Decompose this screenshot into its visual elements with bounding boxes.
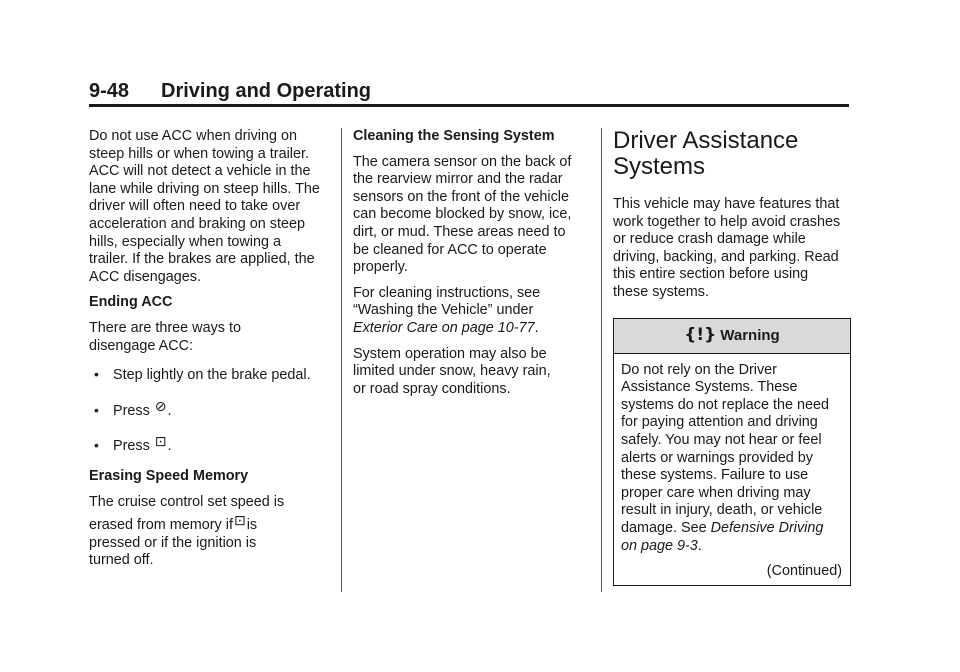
driver-assistance-intro: [613, 196, 853, 302]
text-line: “Washing the Vehicle” under: [353, 302, 534, 319]
text-line: [621, 520, 843, 538]
ending-intro: [89, 320, 329, 355]
bullet-icon: •: [94, 401, 99, 418]
text-line: System operation may also be: [353, 345, 547, 362]
cleaning-paragraph: [353, 154, 591, 277]
text-line: alerts or warnings provided by: [621, 449, 813, 466]
warning-label: Warning: [720, 326, 780, 344]
text-line: limited under snow, heavy rain,: [353, 363, 551, 380]
text-line: acceleration and braking on steep: [89, 215, 306, 232]
warning-icon: {!}: [684, 324, 717, 345]
driver-assistance-title: [613, 128, 853, 180]
text-line: ACC will not detect a vehicle in the: [89, 163, 311, 180]
text-line: [621, 538, 843, 556]
exterior-care-link[interactable]: Exterior Care on page 10-77: [353, 319, 535, 336]
text-line: pressed or if the ignition is: [89, 534, 257, 551]
text-line: or reduce crash damage while: [613, 231, 806, 248]
defensive-driving-link-page[interactable]: on page 9-3: [621, 537, 698, 554]
text-fragment: damage. See: [621, 519, 707, 536]
text-line: There are three ways to: [89, 319, 241, 336]
text-line: turned off.: [89, 552, 154, 569]
text-line: these systems. Failure to use: [621, 467, 809, 484]
warning-box: [613, 318, 851, 586]
list-item-text: Press: [113, 402, 150, 419]
text-line: hills, especially when towing a: [89, 233, 281, 250]
column-left: [89, 128, 329, 578]
text-line: driving, backing, and parking. Read: [613, 248, 839, 265]
warning-body: [614, 354, 850, 585]
text-fragment: erased from memory if: [89, 517, 233, 534]
title-line: Driver Assistance: [613, 127, 799, 154]
list-item: [89, 367, 329, 385]
column-divider: [601, 128, 602, 592]
text-line: for paying attention and driving: [621, 414, 818, 431]
list-item-text: Step lightly on the brake pedal.: [113, 367, 311, 384]
text-line: This vehicle may have features that: [613, 196, 840, 212]
erasing-paragraph: [89, 494, 329, 570]
text-line: or road spray conditions.: [353, 380, 511, 397]
text-line: Assistance Systems. These: [621, 379, 798, 396]
text-line: properly.: [353, 259, 408, 276]
text-line: [353, 320, 591, 338]
cruise-off-icon: ⊘: [154, 398, 167, 415]
title-line: Systems: [613, 153, 706, 180]
text-fragment: .: [697, 537, 702, 554]
text-line: this entire section before using: [613, 266, 809, 283]
defensive-driving-link[interactable]: Defensive Driving: [710, 519, 824, 536]
bullet-icon: •: [94, 437, 99, 454]
text-line: steep hills or when towing a trailer.: [89, 145, 309, 162]
text-line: lane while driving on steep hills. The: [89, 180, 320, 197]
page-number: 9-48: [89, 80, 130, 102]
text-line: be cleaned for ACC to operate: [353, 241, 547, 258]
acc-hills-paragraph: [89, 128, 329, 286]
bullet-icon: •: [94, 366, 99, 383]
text-line: can become blocked by snow, ice,: [353, 206, 572, 223]
text-line: disengage ACC:: [89, 337, 194, 354]
list-item: [89, 434, 329, 456]
section-title: Driving and Operating: [161, 80, 372, 102]
text-line: systems do not replace the need: [621, 396, 829, 413]
list-item: [89, 398, 329, 421]
column-divider: [341, 128, 342, 592]
continued-label: (Continued): [766, 563, 842, 580]
cleaning-instructions-paragraph: [353, 285, 591, 338]
text-fragment: .: [534, 319, 539, 336]
text-line: The camera sensor on the back of: [353, 153, 572, 170]
list-item-text: .: [167, 438, 172, 455]
list-item-text: .: [167, 402, 172, 419]
cruise-cancel-icon: ⊡: [154, 434, 167, 451]
text-line: Do not use ACC when driving on: [89, 128, 297, 144]
text-line: driver will often need to take over: [89, 198, 301, 215]
text-line: the rearview mirror and the radar: [353, 171, 563, 188]
text-line: these systems.: [613, 283, 709, 300]
text-line: sensors on the front of the vehicle: [353, 188, 569, 205]
warning-header: [614, 319, 850, 354]
text-fragment: is: [246, 517, 258, 534]
text-line: ACC disengages.: [89, 268, 201, 285]
text-line: result in injury, death, or vehicle: [621, 502, 823, 519]
ending-acc-heading: Ending ACC: [89, 294, 173, 311]
text-line: For cleaning instructions, see: [353, 284, 541, 301]
column-right: [613, 128, 853, 586]
cruise-cancel-icon: ⊡: [233, 513, 246, 530]
text-line: [89, 513, 329, 535]
header-rule: [89, 104, 849, 107]
column-middle: [353, 128, 591, 406]
limited-conditions-paragraph: [353, 346, 591, 399]
text-line: safely. You may not hear or feel: [621, 431, 822, 448]
text-line: trailer. If the brakes are applied, the: [89, 251, 315, 268]
text-line: The cruise control set speed is: [89, 493, 285, 510]
text-line: work together to help avoid crashes: [613, 213, 841, 230]
text-line: Do not rely on the Driver: [621, 361, 777, 378]
list-item-text: Press: [113, 438, 150, 455]
erasing-speed-memory-heading: Erasing Speed Memory: [89, 467, 249, 484]
text-line: dirt, or mud. These areas need to: [353, 223, 566, 240]
disengage-list: [89, 367, 329, 456]
cleaning-heading: Cleaning the Sensing System: [353, 128, 555, 144]
text-line: proper care when driving may: [621, 484, 811, 501]
